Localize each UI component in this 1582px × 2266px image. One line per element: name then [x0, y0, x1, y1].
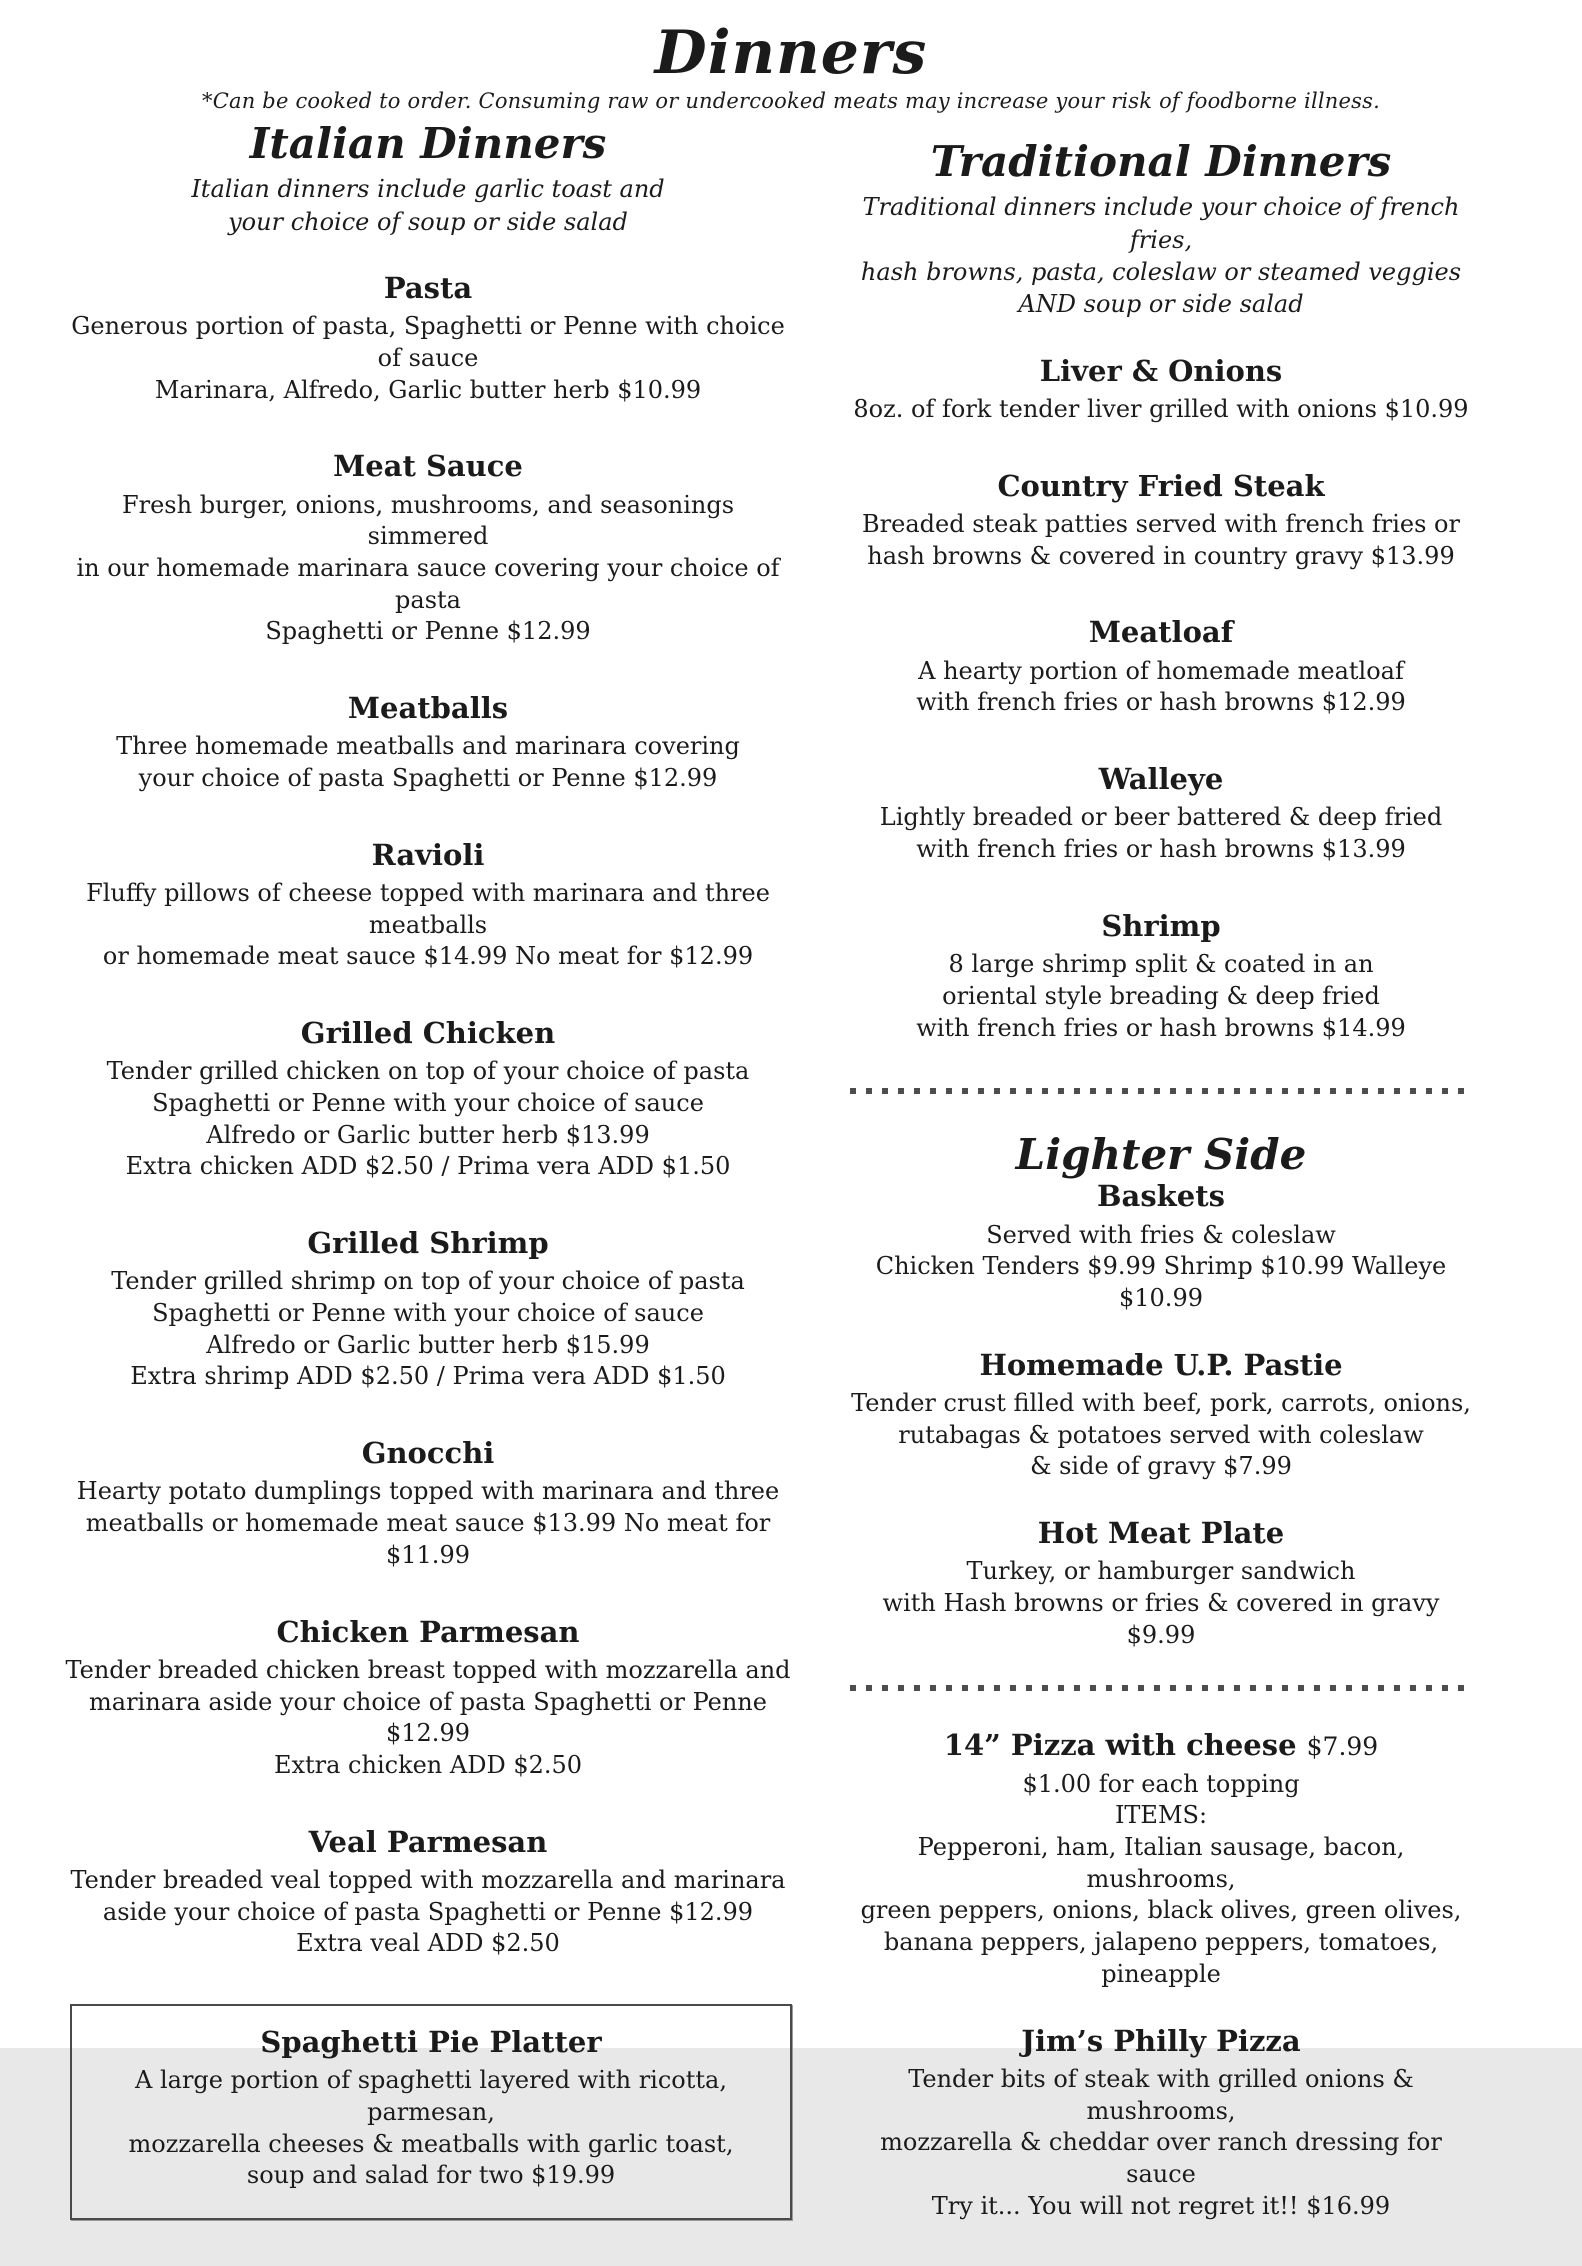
desc-line: $1.00 for each topping	[1022, 1769, 1300, 1798]
item-name: Meatloaf	[1088, 615, 1234, 650]
desc-line: Tender grilled shrimp on top of your choice of pasta	[111, 1267, 745, 1296]
desc-line: & side of gravy $7.99	[1030, 1452, 1292, 1481]
item-description	[846, 656, 1476, 719]
item-description	[58, 1865, 798, 1960]
item-name: Baskets	[1097, 1179, 1225, 1214]
pizza-price: $7.99	[1306, 1732, 1379, 1762]
item-name: Shrimp	[1101, 908, 1221, 943]
desc-line: Three homemade meatballs and marinara covering	[116, 732, 740, 761]
desc-line: Tender breaded veal topped with mozzarella and marinara	[70, 1865, 786, 1894]
desc-line: A large portion of spaghetti layered with ricotta, parmesan,	[135, 2066, 727, 2126]
item-name: Spaghetti Pie Platter	[260, 2024, 602, 2059]
item-description	[846, 1388, 1476, 1483]
item-description	[58, 1056, 798, 1183]
desc-line: Spaghetti or Penne $12.99	[265, 617, 591, 646]
desc-line: with french fries or hash browns $13.99	[916, 835, 1406, 864]
desc-line: Pepperoni, ham, Italian sausage, bacon, mushrooms,	[917, 1833, 1405, 1893]
item-description	[58, 878, 798, 973]
menu-item-chicken-parmesan	[58, 1616, 798, 1782]
desc-line: Turkey, or hamburger sandwich	[966, 1557, 1356, 1586]
item-description	[846, 802, 1476, 865]
desc-line: Fluffy pillows of cheese topped with marinara and three meatballs	[86, 879, 770, 939]
desc-line: Generous portion of pasta, Spaghetti or Penne with choice of sauce	[71, 312, 785, 372]
lighter-side-heading: Lighter Side	[1015, 1130, 1307, 1180]
desc-line: with french fries or hash browns $14.99	[916, 1013, 1406, 1042]
desc-line: Tender grilled chicken on top of your choice of pasta	[106, 1057, 750, 1086]
subtitle-line: your choice of soup or side salad	[228, 207, 628, 236]
page-header	[0, 0, 1582, 113]
desc-line: Extra veal ADD $2.50	[296, 1929, 560, 1958]
subtitle-line: hash browns, pasta, coleslaw or steamed veggies	[860, 257, 1462, 286]
menu-item-pasta	[58, 272, 798, 406]
item-description	[846, 1220, 1476, 1315]
item-description	[86, 2065, 776, 2192]
desc-line: marinara aside your choice of pasta Spaghetti or Penne $12.99	[89, 1687, 767, 1748]
desc-line: Marinara, Alfredo, Garlic butter herb $10.99	[154, 375, 702, 404]
item-name: Ravioli	[371, 837, 485, 872]
traditional-dinners-heading: Traditional Dinners	[930, 137, 1392, 186]
menu-item-meatballs	[58, 692, 798, 795]
menu-item-spaghetti-pie-platter	[70, 2004, 792, 2220]
item-description	[58, 731, 798, 794]
desc-line: Alfredo or Garlic butter herb $13.99	[206, 1120, 650, 1149]
page-title: Dinners	[654, 18, 928, 88]
italian-dinners-subtitle	[58, 173, 798, 238]
item-name: Gnocchi	[361, 1436, 495, 1471]
desc-line: Alfredo or Garlic butter herb $15.99	[206, 1330, 650, 1359]
desc-line: hash browns & covered in country gravy $13.99	[867, 541, 1455, 570]
desc-line: oriental style breading & deep fried	[942, 981, 1380, 1010]
desc-line: Tender crust filled with beef, pork, carrots, onions,	[851, 1389, 1471, 1418]
desc-line: green peppers, onions, black olives, green olives,	[860, 1896, 1462, 1925]
menu-columns	[0, 113, 1582, 2266]
desc-line: Spaghetti or Penne with your choice of sauce	[152, 1299, 704, 1328]
menu-item-gnocchi	[58, 1437, 798, 1571]
traditional-dinners-section	[846, 139, 1476, 2266]
item-name: Walleye	[1098, 762, 1224, 797]
item-description	[58, 311, 798, 406]
item-name: Grilled Shrimp	[307, 1226, 549, 1261]
pizza-name: 14” Pizza with cheese	[943, 1728, 1297, 1763]
menu-item-veal-parmesan	[58, 1826, 798, 1960]
desc-line: Try it... You will not regret it!! $16.99	[931, 2191, 1391, 2220]
desc-line: A hearty portion of homemade meatloaf	[918, 656, 1404, 685]
item-description	[846, 394, 1476, 426]
item-description	[846, 509, 1476, 572]
item-description	[846, 1769, 1476, 1991]
menu-item-baskets	[846, 1180, 1476, 1314]
italian-dinners-section	[58, 121, 798, 2220]
desc-line: soup and salad for two $19.99	[246, 2161, 616, 2190]
italian-dinners-heading: Italian Dinners	[249, 119, 607, 168]
item-description	[846, 949, 1476, 1044]
menu-item-14in-pizza	[846, 1729, 1476, 1990]
item-name: Homemade U.P. Pastie	[979, 1347, 1343, 1382]
desc-line: Chicken Tenders $9.99 Shrimp $10.99 Walleye $10.99	[875, 1252, 1447, 1313]
item-name: Liver & Onions	[1039, 353, 1283, 388]
desc-line: with french fries or hash browns $12.99	[916, 688, 1406, 717]
menu-item-jims-philly-pizza	[846, 2025, 1476, 2223]
desc-line: Fresh burger, onions, mushrooms, and seasonings simmered	[121, 490, 735, 551]
item-description	[58, 1266, 798, 1393]
item-name: Chicken Parmesan	[276, 1614, 580, 1649]
item-name: Hot Meat Plate	[1037, 1516, 1285, 1551]
item-name: Pasta	[383, 270, 473, 305]
menu-item-walleye	[846, 763, 1476, 866]
desc-line: Tender breaded chicken breast topped with mozzarella and	[65, 1655, 791, 1684]
item-name: Grilled Chicken	[300, 1016, 556, 1051]
traditional-dinners-subtitle	[846, 191, 1476, 321]
desc-line: rutabagas & potatoes served with coleslaw	[898, 1420, 1424, 1449]
menu-item-meatloaf	[846, 616, 1476, 719]
desc-line: Extra shrimp ADD $2.50 / Prima vera ADD $1.50	[130, 1362, 726, 1391]
item-description	[58, 1476, 798, 1571]
item-name: Meat Sauce	[333, 449, 523, 484]
menu-item-country-fried-steak	[846, 470, 1476, 573]
desc-line: or homemade meat sauce $14.99 No meat for $12.99	[102, 942, 754, 971]
desc-line: 8oz. of fork tender liver grilled with onions $10.99	[853, 395, 1469, 424]
dotted-divider	[850, 1088, 1472, 1094]
menu-item-meat-sauce	[58, 450, 798, 648]
item-name	[846, 1729, 1476, 1762]
desc-line: Extra chicken ADD $2.50 / Prima vera ADD $1.50	[125, 1152, 731, 1181]
menu-item-up-pastie	[846, 1349, 1476, 1483]
desc-line: Spaghetti or Penne with your choice of sauce	[152, 1089, 704, 1118]
item-description	[846, 1556, 1476, 1651]
desc-line: Lightly breaded or beer battered & deep fried	[879, 803, 1443, 832]
subtitle-line: AND soup or side salad	[1018, 290, 1304, 319]
menu-item-hot-meat-plate	[846, 1517, 1476, 1651]
dotted-divider	[850, 1685, 1472, 1691]
menu-item-grilled-chicken	[58, 1017, 798, 1183]
desc-line: Served with fries & coleslaw	[986, 1220, 1336, 1249]
desc-line: Hearty potato dumplings topped with marinara and three	[76, 1477, 780, 1506]
desc-line: meatballs or homemade meat sauce $13.99 No meat for $11.99	[85, 1509, 771, 1569]
desc-line: with Hash browns or fries & covered in gravy $9.99	[882, 1589, 1440, 1649]
desc-line: aside your choice of pasta Spaghetti or Penne $12.99	[102, 1897, 754, 1926]
subtitle-line: Traditional dinners include your choice of french fries,	[862, 193, 1460, 254]
menu-item-shrimp	[846, 910, 1476, 1044]
desc-line: Tender bits of steak with grilled onions & mushrooms,	[908, 2064, 1414, 2125]
item-name: Jim’s Philly Pizza	[1021, 2023, 1301, 2058]
menu-item-grilled-shrimp	[58, 1227, 798, 1393]
desc-line: banana peppers, jalapeno peppers, tomatoes, pineapple	[883, 1928, 1439, 1988]
desc-line: ITEMS:	[1114, 1801, 1208, 1830]
desc-line: mozzarella cheeses & meatballs with garlic toast,	[128, 2129, 734, 2158]
desc-line: Breaded steak patties served with french fries or	[862, 510, 1460, 539]
item-name: Meatballs	[347, 691, 509, 726]
desc-line: Extra chicken ADD $2.50	[273, 1750, 583, 1779]
item-name: Veal Parmesan	[308, 1824, 548, 1859]
desc-line: mozzarella & cheddar over ranch dressing for sauce	[880, 2128, 1442, 2188]
menu-item-ravioli	[58, 839, 798, 973]
menu-item-liver-onions	[846, 355, 1476, 426]
item-description	[846, 2064, 1476, 2222]
desc-line: in our homemade marinara sauce covering your choice of pasta	[76, 554, 780, 614]
desc-line: your choice of pasta Spaghetti or Penne $12.99	[138, 764, 718, 793]
subtitle-line: Italian dinners include garlic toast and	[191, 175, 665, 204]
item-description	[58, 1655, 798, 1782]
desc-line: 8 large shrimp split & coated in an	[948, 950, 1374, 979]
item-description	[58, 490, 798, 648]
disclaimer-text: *Can be cooked to order. Consuming raw or undercooked meats may increase your risk of foodborne illness.	[202, 89, 1380, 113]
item-name: Country Fried Steak	[997, 468, 1325, 503]
